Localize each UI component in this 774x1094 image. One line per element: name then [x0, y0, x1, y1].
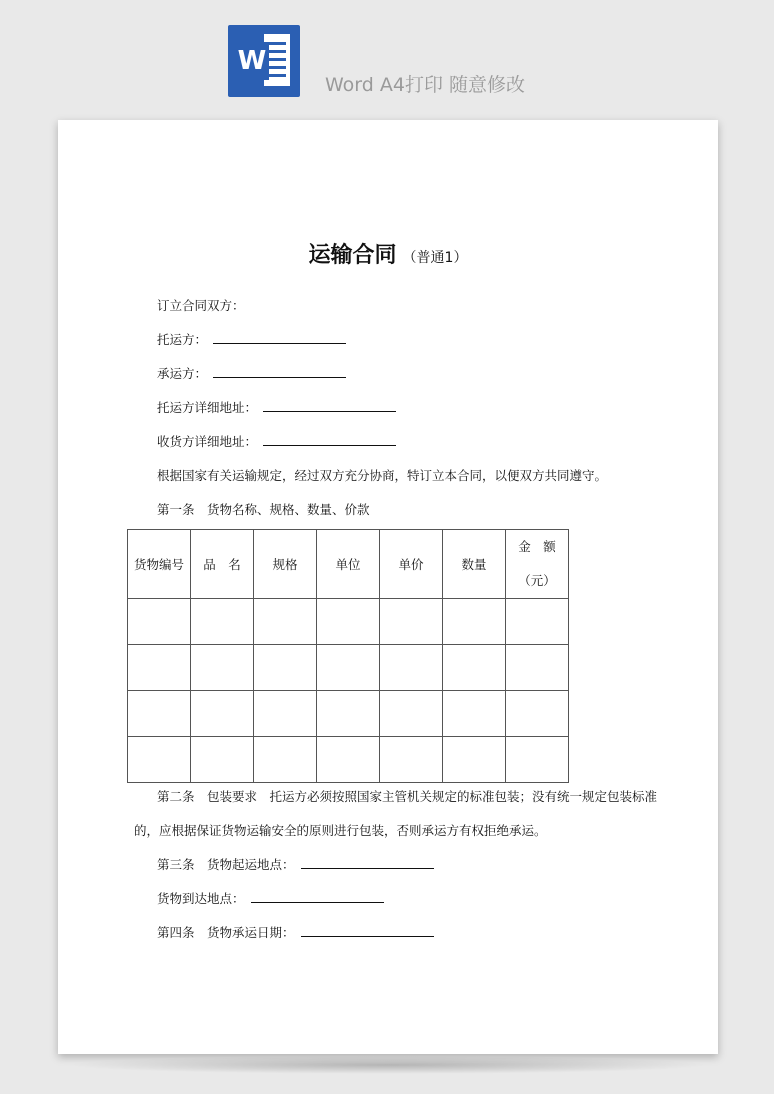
article-3-line [157, 855, 434, 873]
article-4-label: 第四条 货物承运日期： [157, 925, 295, 940]
col-header-quantity: 数量 [443, 530, 506, 599]
title-subtitle: （普通1） [402, 250, 468, 266]
table-cell[interactable] [191, 737, 254, 783]
table-cell[interactable] [128, 599, 191, 645]
carrier-label: 承运方： [157, 366, 208, 381]
table-cell[interactable] [443, 599, 506, 645]
table-cell[interactable] [128, 737, 191, 783]
table-cell[interactable] [380, 737, 443, 783]
article-2-line-1: 第二条 包装要求 托运方必须按照国家主管机关规定的标准包装；没有统一规定包装标准 [157, 789, 658, 804]
table-cell[interactable] [317, 737, 380, 783]
table-row [128, 645, 569, 691]
preamble: 根据国家有关运输规定，经过双方充分协商，特订立本合同，以便双方共同遵守。 [157, 468, 608, 483]
consignee-address-line [157, 432, 396, 450]
banner-caption: Word A4打印 随意修改 [325, 74, 526, 96]
table-cell[interactable] [317, 691, 380, 737]
col-header-name: 品 名 [191, 530, 254, 599]
col-header-price: 单价 [380, 530, 443, 599]
table-cell[interactable] [191, 599, 254, 645]
parties-heading: 订立合同双方： [157, 298, 245, 313]
table-cell[interactable] [254, 737, 317, 783]
amount-header-line1: 金 额 [518, 539, 556, 554]
table-cell[interactable] [506, 737, 569, 783]
shipper-label: 托运方： [157, 332, 208, 347]
carrier-blank [213, 364, 346, 378]
word-logo-letter: W [235, 42, 269, 80]
amount-header-line2: （元） [518, 573, 556, 588]
arrival-blank [251, 889, 384, 903]
table-cell[interactable] [128, 645, 191, 691]
shipper-line [157, 330, 346, 348]
table-cell[interactable] [443, 691, 506, 737]
table-cell[interactable] [380, 599, 443, 645]
table-row [128, 737, 569, 783]
table-cell[interactable] [191, 691, 254, 737]
goods-table [127, 529, 569, 783]
article-4-line [157, 923, 434, 941]
carrier-line [157, 364, 346, 382]
shipper-address-line [157, 398, 396, 416]
title-main: 运输合同 [308, 243, 397, 268]
arrival-line [157, 889, 384, 907]
consignee-address-label: 收货方详细地址： [157, 434, 258, 449]
table-row [128, 691, 569, 737]
table-cell[interactable] [317, 599, 380, 645]
word-logo-icon [228, 25, 300, 97]
table-cell[interactable] [380, 645, 443, 691]
shipper-blank [213, 330, 346, 344]
origin-blank [301, 855, 434, 869]
table-cell[interactable] [254, 645, 317, 691]
col-header-spec: 规格 [254, 530, 317, 599]
arrival-label: 货物到达地点： [157, 891, 245, 906]
table-cell[interactable] [443, 645, 506, 691]
table-cell[interactable] [128, 691, 191, 737]
table-cell[interactable] [191, 645, 254, 691]
banner [0, 0, 774, 118]
ship-date-blank [301, 923, 434, 937]
col-header-unit: 单位 [317, 530, 380, 599]
col-header-amount [506, 530, 569, 599]
document-page [58, 120, 718, 1054]
article-3-label: 第三条 货物起运地点： [157, 857, 295, 872]
table-cell[interactable] [254, 691, 317, 737]
consignee-address-blank [263, 432, 396, 446]
goods-table-header-row [128, 530, 569, 599]
table-cell[interactable] [506, 691, 569, 737]
table-cell[interactable] [317, 645, 380, 691]
table-cell[interactable] [254, 599, 317, 645]
table-cell[interactable] [443, 737, 506, 783]
table-cell[interactable] [380, 691, 443, 737]
document-title [58, 238, 718, 269]
col-header-code: 货物编号 [128, 530, 191, 599]
table-cell[interactable] [506, 599, 569, 645]
article-1: 第一条 货物名称、规格、数量、价款 [157, 502, 370, 517]
shipper-address-blank [263, 398, 396, 412]
article-2-line-2: 的，应根据保证货物运输安全的原则进行包装，否则承运方有权拒绝承运。 [134, 823, 547, 838]
table-cell[interactable] [506, 645, 569, 691]
table-row [128, 599, 569, 645]
paper-shadow [66, 1056, 710, 1074]
shipper-address-label: 托运方详细地址： [157, 400, 258, 415]
